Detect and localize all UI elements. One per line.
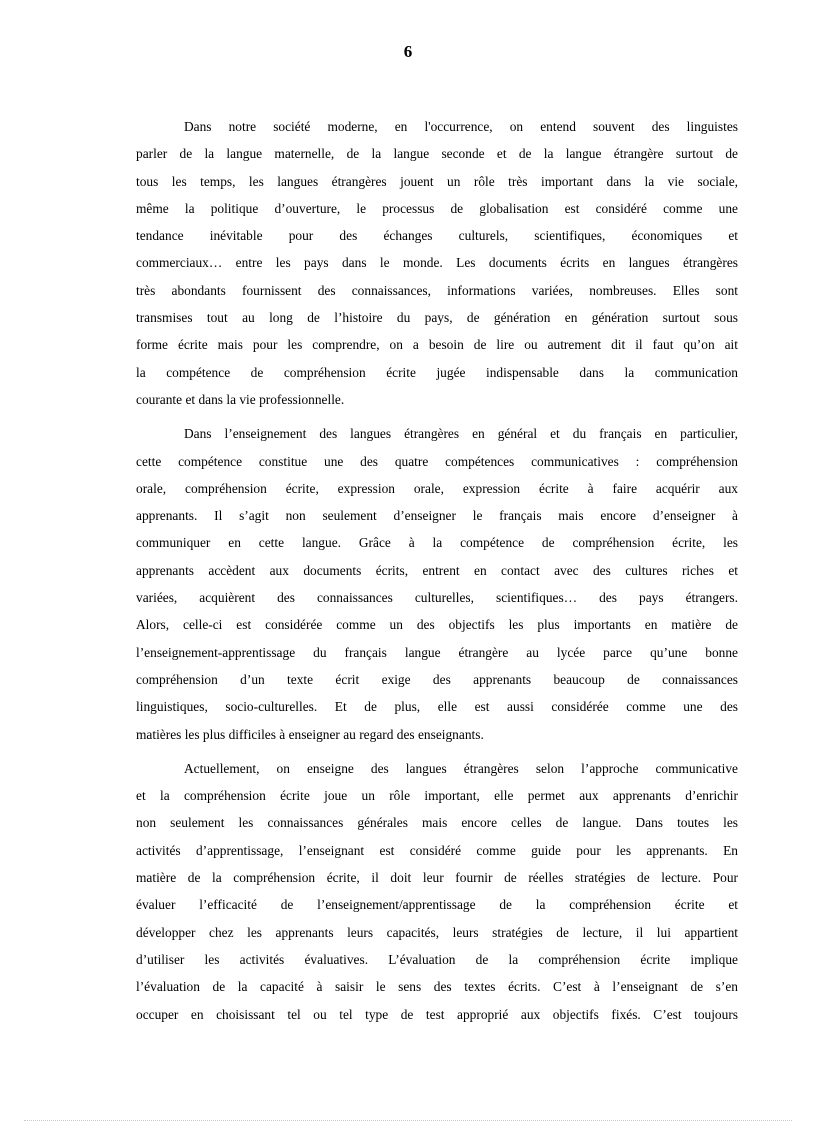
- text-line: tous les temps, les langues étrangères jouent un rôle très important dans la vie sociale,: [136, 173, 738, 189]
- text-line: linguistiques, socio-culturelles. Et de plus, elle est aussi considérée comme une des: [136, 699, 738, 715]
- text-line: occuper en choisissant tel ou tel type de test approprié aux objectifs fixés. C’est toujours: [136, 1006, 738, 1022]
- text-line: non seulement les connaissances générales mais encore celles de langue. Dans toutes les: [136, 815, 738, 831]
- text-line: transmises tout au long de l’histoire du pays, de génération en génération surtout sous: [136, 310, 738, 326]
- text-line: activités d’apprentissage, l’enseignant est considéré comme guide pour les apprenants. En: [136, 842, 738, 858]
- text-line: la compétence de compréhension écrite jugée indispensable dans la communication: [136, 364, 738, 380]
- page-bottom-rule: [24, 1120, 792, 1121]
- text-line: parler de la langue maternelle, de la langue seconde et de la langue étrangère surtout de: [136, 146, 738, 162]
- body-text: [136, 113, 738, 1035]
- text-line: Actuellement, on enseigne des langues étrangères selon l’approche communicative: [184, 760, 738, 776]
- text-line: Alors, celle-ci est considérée comme un des objectifs les plus importants en matière de: [136, 617, 738, 633]
- text-line: courante et dans la vie professionnelle.: [136, 391, 345, 407]
- text-line: d’utiliser les activités évaluatives. L’évaluation de la compréhension écrite implique: [136, 951, 738, 967]
- text-line: Dans notre société moderne, en l'occurrence, on entend souvent des linguistes: [184, 119, 738, 134]
- paragraph-2: [136, 420, 738, 748]
- text-line: Dans l’enseignement des langues étrangères en général et du français en particulier,: [184, 426, 738, 442]
- text-line: évaluer l’efficacité de l’enseignement/apprentissage de la compréhension écrite et: [136, 897, 738, 913]
- text-line: tendance inévitable pour des échanges culturels, scientifiques, économiques et: [136, 228, 738, 244]
- text-line: l’enseignement-apprentissage du français langue étrangère au lycée parce qu’une bonne: [136, 644, 738, 660]
- text-line: apprenants accèdent aux documents écrits, entrent en contact avec des cultures riches et: [136, 562, 738, 578]
- text-line: cette compétence constitue une des quatre compétences communicatives : compréhension: [136, 453, 738, 469]
- text-line: l’évaluation de la capacité à saisir le sens des textes écrits. C’est à l’enseignant de s’en: [136, 979, 738, 995]
- text-line: matières les plus difficiles à enseigner au regard des enseignants.: [136, 726, 484, 742]
- text-line: communiquer en cette langue. Grâce à la compétence de compréhension écrite, les: [136, 535, 738, 551]
- text-line: orale, compréhension écrite, expression orale, expression écrite à faire acquérir aux: [136, 480, 738, 496]
- text-line: même la politique d’ouverture, le processus de globalisation est considéré comme une: [136, 200, 738, 216]
- text-line: forme écrite mais pour les comprendre, on a besoin de lire ou autrement dit il faut qu’on ait: [136, 337, 738, 353]
- page-number: 6: [403, 42, 413, 61]
- text-line: matière de la compréhension écrite, il doit leur fournir de réelles stratégies de lecture. Pour: [136, 870, 738, 886]
- paragraph-1: [136, 113, 738, 413]
- text-line: développer chez les apprenants leurs capacités, leurs stratégies de lecture, il lui appartient: [136, 924, 738, 940]
- text-line: apprenants. Il s’agit non seulement d’enseigner le français mais encore d’enseigner à: [136, 508, 738, 524]
- text-line: commerciaux… entre les pays dans le monde. Les documents écrits en langues étrangères: [136, 255, 738, 271]
- text-line: variées, acquièrent des connaissances culturelles, scientifiques… des pays étrangers.: [136, 590, 738, 606]
- text-line: et la compréhension écrite joue un rôle important, elle permet aux apprenants d’enrichir: [136, 788, 738, 804]
- text-line: compréhension d’un texte écrit exige des apprenants beaucoup de connaissances: [136, 671, 738, 687]
- text-line: très abondants fournissent des connaissances, informations variées, nombreuses. Elles sont: [136, 282, 738, 298]
- paragraph-3: [136, 755, 738, 1028]
